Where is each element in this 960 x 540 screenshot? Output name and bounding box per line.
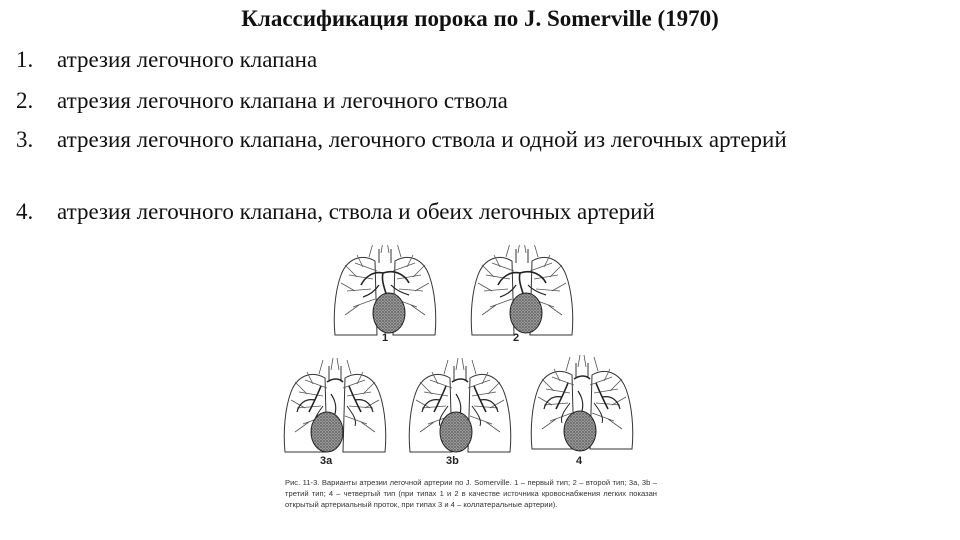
diagram-type-4: [531, 355, 633, 451]
list-text: атрезия легочного клапана, легочного ствола и одной из легочных артерий: [57, 127, 787, 152]
list-item-3: [16, 125, 896, 155]
list-number: 1.: [16, 47, 34, 72]
diagram-set: [280, 245, 660, 477]
list-text: атрезия легочного клапана: [57, 47, 318, 72]
list-number: 4.: [16, 199, 34, 224]
list-text: атрезия легочного клапана, ствола и обеих легочных артерий: [57, 199, 655, 224]
slide-title: Классификация порока по J. Somerville (1970): [241, 6, 719, 31]
diagram-label-3b: 3b: [446, 455, 459, 467]
diagram-label-3a: 3a: [320, 455, 333, 467]
diagram-type-3b: [409, 358, 511, 452]
diagram-label-1: 1: [382, 332, 389, 344]
diagram-label-2: 2: [513, 332, 520, 344]
diagram-type-1: [334, 245, 436, 335]
diagram-label-4: 4: [576, 455, 583, 467]
figure-caption: Рис. 11-3. Варианты атрезии легочной артерии по J. Somerville. 1 – первый тип; 2 – второй тип; 3a, 3b – третий тип; 4 – четвертый тип (при типах 1 и 2 в качестве источника кровоснабжения легких показан открытый артериальный проток, при типах 3 и 4 – коллатеральные артерии).: [285, 478, 657, 509]
list-text: атрезия легочного клапана и легочного ствола: [57, 88, 508, 113]
atresia-types-figure: [280, 245, 660, 537]
diagram-type-3a: [284, 358, 386, 452]
diagram-type-2: [471, 245, 573, 335]
list-number: 3.: [16, 127, 34, 152]
list-item-4: [16, 197, 896, 227]
list-item-2: [16, 86, 896, 116]
list-item-1: [16, 45, 896, 75]
list-number: 2.: [16, 88, 34, 113]
